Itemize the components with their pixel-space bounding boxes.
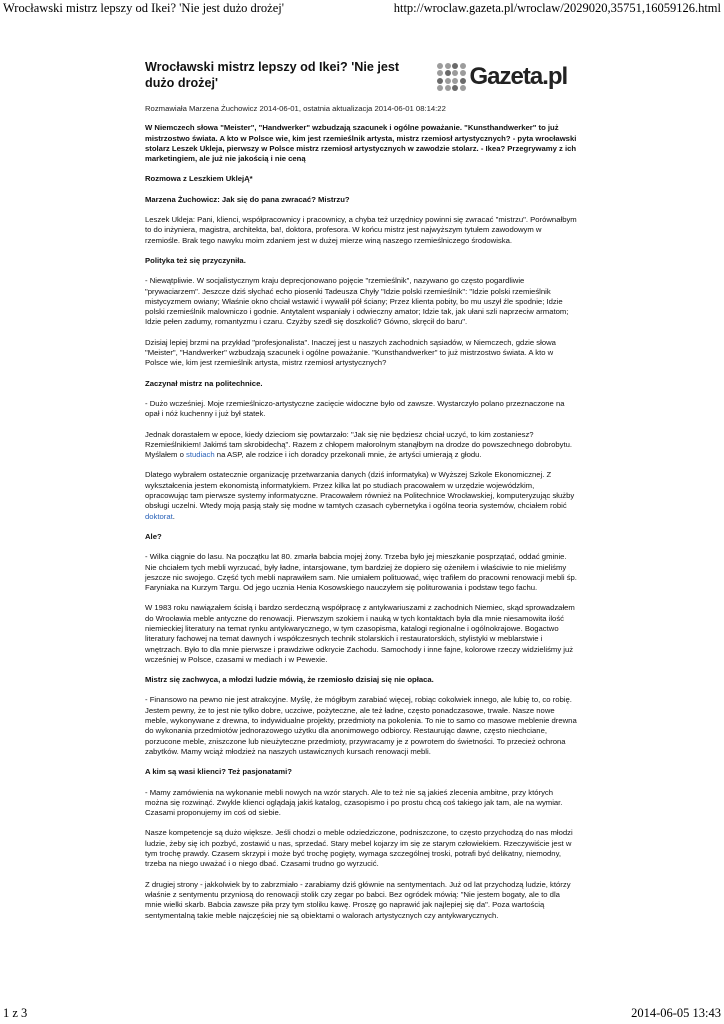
question: A kim są wasi klienci? Też pasjonatami? xyxy=(145,767,292,777)
paragraph-text: Dlatego wybrałem ostatecznie organizację przetwarzania danych (dziś informatyka) w Wyższej Szkole Ekonomicznej. Z wykształcenia jestem ekonomistą informatykiem. Przez kilka lat po studiach pracowałem w urzędzie wojewódzkim, opracowując tam pierwsze systemy informatyczne. Pracowałem również na Politechnice Wrocławskiej, komputeryzując służby obsługi uczelni. Wtedy moją pasją stały się modne w tamtych czasach cybernetyka i ogólna teoria systemów, chciałem robić xyxy=(145,470,575,511)
article-lead: W Niemczech słowa "Meister", "Handwerker" wzbudzają szacunek i ogólne poważanie. "Kunsthandwerker" to już mistrzostwo świata. A kto w Polsce wie, kim jest rzemieślnik artysta, mistrz rzemiosł artystycznych? - pyta wrocławski stolarz Leszek Ukleja, pierwszy w Polsce mistrz rzemiosł artystycznych w zawodzie stolarz. - Ikea? Przegrywamy z ich marketingiem, ale już nie jakością i nie ceną xyxy=(145,123,577,164)
answer-paragraph: Nasze kompetencje są dużo większe. Jeśli chodzi o meble odziedziczone, podniszczone, to często przychodzą do nas młodzi ludzie, żeby się ich pozbyć, zostawić u nas, sprzedać. Stary mebel kojarzy im się ze starym człowiekiem. Rzeczywiście jest w tym trochę prawdy. Czasem skrzypi i może być trochę pogięty, wymaga szczególnej troski, potrafi być delikatny, niemodny, trzeba na niego uważać i o niego dbać. Czasami trudno go wyrzucić. xyxy=(145,828,573,869)
paragraph-text: Jednak dorastałem w epoce, kiedy dzieciom się powtarzało: "Jak się nie będziesz chciał uczyć, to kim zostaniesz? Rzemieślnikiem! Jakimś tam skrobidechą". Razem z chłopem małorolnym stanąłbym na drodze do powszechnego dobrobytu. Myślałem o xyxy=(145,429,573,460)
answer-paragraph: Leszek Ukleja: Pani, klienci, współpracownicy i pracownicy, a chyba też urzędnicy powinni się zwracać "mistrzu". Porównałbym to do inżyniera, magistra, architekta, ba!, doktora, profesora. W końcu mistrz jest najwyższym tytułem zawodowym w rzemiośle. Brak tego nawyku moim zdaniem jest w dużej mierze winą naszego rzemieślniczego środowiska. xyxy=(145,215,577,245)
answer-paragraph: - Wilka ciągnie do lasu. Na początku lat 80. zmarła babcia mojej żony. Trzeba było jej mieszkanie posprzątać, oddać gminie. Nie chciałem tych mebli wyrzucać, były ładne, intarsjowane, tym bardziej że dopiero się ożeniłem i właściwie to nie mieliśmy jeszcze nic swojego. Część tych mebli naprawiłem sam. Nie umiałem polituować, więc trafiłem do pracowni renowacji mebli śp. Faryniaka na Kurzym Targu. Od jego ucznia Henia Kosowskiego nauczyłem się politurowania i podstaw tego fachu. xyxy=(145,552,577,593)
logo-dots-icon xyxy=(437,63,466,92)
answer-paragraph xyxy=(145,470,577,521)
studia-link[interactable]: studiach xyxy=(186,450,215,460)
question: Marzena Żuchowicz: Jak się do pana zwracać? Mistrzu? xyxy=(145,194,350,204)
print-header xyxy=(0,0,724,16)
gazeta-logo xyxy=(437,59,577,95)
question: Polityka też się przyczyniła. xyxy=(145,255,246,265)
article-title: Wrocławski mistrz lepszy od Ikei? 'Nie jest dużo drożej' xyxy=(145,60,400,90)
page-number: 1 z 3 xyxy=(3,1006,28,1020)
question: Zaczynał mistrz na politechnice. xyxy=(145,378,263,388)
answer-paragraph: W 1983 roku nawiązałem ścisłą i bardzo serdeczną współpracę z antykwariuszami z zachodnich Niemiec, skąd sprowadzałem do Wrocławia meble antyczne do renowacji. Pierwszym szokiem i nauką w tych kontaktach była dla mnie niesamowita ilość niemieckiej literatury na temat rynku antykwarycznego, w tym czasopisma, katalogi regionalne i ogólnokrajowe. Bogactwo literatury fachowej na temat dawnych i współczesnych technik stolarskich i restauratorskich, stylistyki w meblarstwie i wnętrzach. Było to dla mnie pierwsze i prawdziwe odkrycie Zachodu. Samochody i inne fajne, kolorowe rzeczy widzieliśmy już wcześniej w Polsce, czasami w mediach i w Pewexie. xyxy=(145,603,575,664)
doktorat-link[interactable]: doktorat xyxy=(145,511,173,521)
interview-with: Rozmowa z Leszkiem UklejĄ* xyxy=(145,174,253,184)
question: Mistrz się zachwyca, a młodzi ludzie mówią, że rzemiosło dzisiaj się nie opłaca. xyxy=(145,675,434,685)
answer-paragraph xyxy=(145,430,577,461)
print-page-title: Wrocławski mistrz lepszy od Ikei? 'Nie jest dużo drożej' xyxy=(3,1,284,15)
answer-paragraph: - Dużo wcześniej. Moje rzemieślniczo-artystyczne zacięcie widoczne było od zawsze. Wystarczyło polano przeznaczone na opał i nóż kuchenny i już był statek. xyxy=(145,398,565,419)
paragraph-text: . xyxy=(172,511,175,521)
logo-text: Gazeta.pl xyxy=(469,62,568,90)
print-timestamp: 2014-06-05 13:43 xyxy=(631,1006,721,1020)
answer-paragraph: - Mamy zamówienia na wykonanie mebli nowych na wzór starych. Ale to też nie są jakieś zlecenia ambitne, przy których można się rozwinąć. Zwykle klienci oglądają jakiś katalog, czasopismo i po prostu chcą coś takiego jak tam, ale na wymiar. Czasami proponujemy im coś od siebie. xyxy=(145,787,563,818)
answer-paragraph: Z drugiej strony - jakkolwiek by to zabrzmiało - zarabiamy dziś głównie na sentymentach. Już od lat przychodzą ludzie, którzy właśnie z sentymentu przyniosą do renowacji stolik czy zegar po babci. Bez ogródek mówią: "Nie jestem bogaty, ale to dla mnie wielki skarb. Babcia zawsze piła przy tym stoliku kawę. Proszę go naprawić jak najlepiej się da". Poza wartością sentymentalną takie meble najczęściej nie są obiektami o walorach artystycznych czy antykwarycznych. xyxy=(145,879,571,920)
byline: Rozmawiała Marzena Żuchowicz 2014-06-01, ostatnia aktualizacja 2014-06-01 08:14:22 xyxy=(145,104,446,113)
question: Ale? xyxy=(145,531,162,541)
answer-paragraph: - Finansowo na pewno nie jest atrakcyjne. Myślę, że mógłbym zarabiać więcej, robiąc cokolwiek innego, ale lubię to, co robię. Jestem pewny, że to jest nie tylko dobre, uczciwe, pożyteczne, ale też ładne, często ponadczasowe, trwałe. Nasze nowe meble, wykonywane z drewna, to indywidualne projekty, przedmioty na pokolenia. To nie to samo co masowe meblenie drewna do wykonania przedmiotów jednorazowego użytku dla anonimowego odbiorcy. Restaurując dawne, często niechciane, porzucone meble, zniszczone lub nieużyteczne przedmioty, przywracamy je z powrotem do świetności. To przecież ochrona zabytków. Mamy wciąż młodzież na naszych ustawicznych kursach renowacji mebli. xyxy=(145,695,577,756)
article xyxy=(145,56,577,921)
print-url: http://wroclaw.gazeta.pl/wroclaw/2029020,35751,16059126.html xyxy=(393,1,721,15)
answer-paragraph: - Niewątpliwie. W socjalistycznym kraju deprecjonowano pojęcie "rzemieślnik", nazywano go często pogardliwie "prywaciarzem". Jeszcze dziś słychać echo piosenki Tadeusza Chyły "Idzie polski rzemieślnik": "Idzie polski rzemieślnik mistycyzmem owiany; Właśnie okno chciał wstawić i wywalił pół ściany; Przez klienta pobity, bo mu uszył źle spodnie; Idzie polski rzemieślnik malowniczo i godnie. Antytalent wspaniały i odwieczny amator; Idzie tak, jak ułani szli naprzeciw armatom; Idzie pełen zadumy, romantyzmu i czaru. Czyżby szedł się doszkolić? Gówno, skręcił do baru". xyxy=(145,276,569,327)
paragraph-text: na ASP, ale rodzice i ich doradcy przekonali mnie, że artyści umierają z głodu. xyxy=(214,450,482,460)
article-header xyxy=(145,60,577,104)
answer-paragraph: Dzisiaj lepiej brzmi na przykład "profesjonalista". Inaczej jest u naszych zachodnich sąsiadów, w Niemczech, gdzie słowa "Meister", "Handwerker" wzbudzają szacunek i ogólne poważanie. "Kunsthandwerker" to już mistrzostwo świata. A kto w Polsce wie, kim jest rzemieślnik artysta, mistrz rzemiosł artystycznych? xyxy=(145,337,556,368)
print-footer xyxy=(0,1005,724,1021)
